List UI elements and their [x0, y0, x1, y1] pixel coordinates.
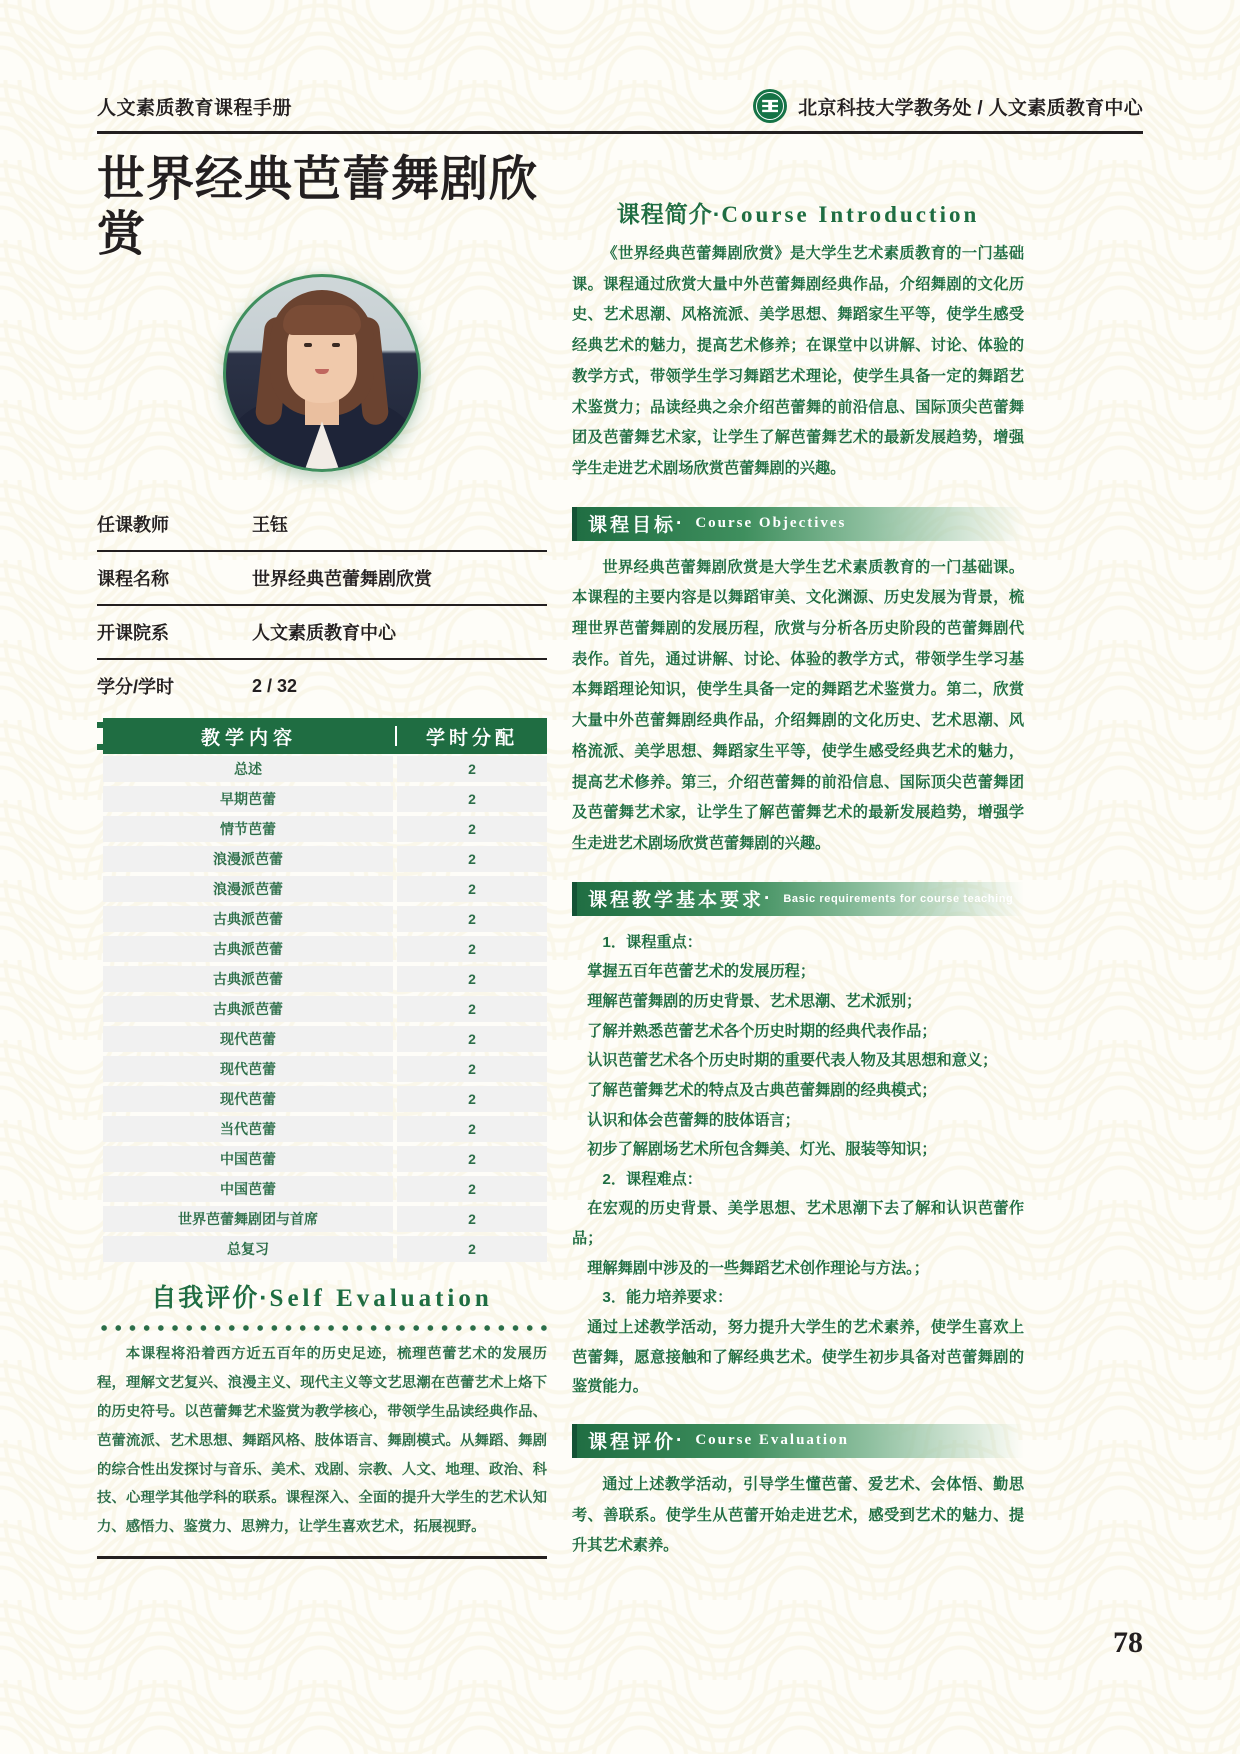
table-cell-content: 古典派芭蕾 [103, 966, 393, 992]
table-row [103, 934, 547, 964]
table-cell-content: 情节芭蕾 [103, 816, 393, 842]
self-evaluation-dotted-divider [97, 1324, 547, 1332]
table-cell-hours: 2 [397, 1206, 547, 1232]
table-row [103, 904, 547, 934]
table-row [103, 994, 547, 1024]
table-cell-content: 当代芭蕾 [103, 1116, 393, 1142]
info-row-teacher [97, 498, 547, 552]
table-body [97, 754, 547, 1264]
course-introduction-heading-sep: · [712, 201, 722, 227]
table-cell-content: 总复习 [103, 1236, 393, 1262]
header-manual-title: 人文素质教育课程手册 [97, 97, 293, 119]
requirement-line: 理解芭蕾舞剧的历史背景、艺术思潮、艺术派别； [587, 992, 922, 1010]
course-introduction-heading [572, 196, 1024, 229]
header-institution-label: 北京科技大学教务处 / 人文素质教育中心 [798, 97, 1143, 119]
table-row [103, 814, 547, 844]
table-cell-hours: 2 [397, 906, 547, 932]
table-row [103, 1054, 547, 1084]
table-cell-hours: 2 [397, 996, 547, 1022]
table-row [103, 784, 547, 814]
self-evaluation-heading-en: Self Evaluation [269, 1285, 493, 1313]
portrait-eye-right [332, 343, 340, 347]
info-label: 开课院系 [97, 623, 169, 644]
table-cell-hours: 2 [397, 1236, 547, 1262]
table-cell-hours: 2 [397, 936, 547, 962]
table-row [103, 874, 547, 904]
requirements-group2-lines [572, 1194, 1024, 1283]
table-cell-content: 古典派芭蕾 [103, 906, 393, 932]
info-label: 任课教师 [97, 515, 169, 536]
course-introduction-heading-cn: 课程简介 [616, 201, 713, 227]
requirement-line: 初步了解剧场艺术所包含舞美、灯光、服装等知识； [587, 1141, 937, 1159]
requirements-group1-title: 1．课程重点： [602, 933, 702, 951]
table-cell-hours: 2 [397, 1056, 547, 1082]
table-cell-content: 世界芭蕾舞剧团与首席 [103, 1206, 393, 1232]
table-cell-content: 早期芭蕾 [103, 786, 393, 812]
portrait-eye-left [304, 343, 312, 347]
course-evaluation-heading-cn: 课程评价 [588, 1432, 677, 1454]
header-institution [753, 89, 1143, 123]
table-cell-content: 现代芭蕾 [103, 1086, 393, 1112]
course-objectives-heading-cn: 课程目标 [588, 515, 677, 537]
info-row-credits-hours [97, 660, 547, 712]
table-cell-content: 浪漫派芭蕾 [103, 846, 393, 872]
requirements-group3-lines [572, 1313, 1024, 1402]
course-evaluation-body: 通过上述教学活动，引导学生懂芭蕾、爱艺术、会体悟、勤思考、善联系。使学生从芭蕾开始走进艺术，感受到艺术的魅力、提升其艺术素养。 [572, 1475, 1024, 1555]
self-evaluation-heading-sep: · [259, 1284, 270, 1313]
info-value: 王钰 [252, 515, 288, 536]
header-divider [97, 131, 1143, 134]
requirement-line: 理解舞剧中涉及的一些舞蹈艺术创作理论与方法。； [587, 1259, 929, 1277]
portrait-fringe [283, 305, 361, 335]
course-evaluation-heading-sep: · [676, 1429, 686, 1451]
info-label: 课程名称 [97, 569, 169, 590]
course-requirements-heading-en: Basic requirements for course teaching [783, 892, 1014, 905]
page-header [97, 80, 1143, 132]
table-row [103, 1114, 547, 1144]
table-cell-hours: 2 [397, 846, 547, 872]
table-row [103, 1234, 547, 1264]
right-column [572, 196, 1024, 1584]
table-cell-content: 浪漫派芭蕾 [103, 876, 393, 902]
course-evaluation-heading-en: Course Evaluation [695, 1432, 849, 1449]
course-requirements-body [572, 928, 1024, 1402]
table-cell-content: 古典派芭蕾 [103, 996, 393, 1022]
table-row [103, 1084, 547, 1114]
requirement-line: 认识芭蕾艺术各个历史时期的重要代表人物及其思想和意义； [587, 1052, 998, 1070]
table-cell-hours: 2 [397, 786, 547, 812]
course-introduction-body: 《世界经典芭蕾舞剧欣赏》是大学生艺术素质教育的一门基础课。课程通过欣赏大量中外芭蕾舞剧经典作品，介绍舞剧的文化历史、艺术思潮、风格流派、美学思想、舞蹈家生平等，使学生感受经典艺术的魅力，提高艺术修养；在课堂中以讲解、讨论、体验的教学方式，带领学生学习舞蹈艺术理论，使学生具备一定的舞蹈艺术鉴赏力；品读经典之余介绍芭蕾舞的前沿信息、国际顶尖芭蕾舞团及芭蕾舞艺术家，让学生了解芭蕾舞艺术的最新发展趋势，增强学生走进艺术剧场欣赏芭蕾舞剧的兴趣。 [572, 245, 1024, 477]
requirement-line: 掌握五百年芭蕾艺术的发展历程； [587, 963, 815, 981]
page-title: 世界经典芭蕾舞剧欣赏 [97, 151, 539, 263]
instructor-photo-wrapper [97, 274, 547, 472]
requirement-line: 认识和体会芭蕾舞的肢体语言； [587, 1111, 800, 1129]
table-row [103, 1144, 547, 1174]
table-cell-hours: 2 [397, 1176, 547, 1202]
course-info-list [97, 498, 547, 712]
table-cell-content: 中国芭蕾 [103, 1146, 393, 1172]
course-objectives-body: 世界经典芭蕾舞剧欣赏是大学生艺术素质教育的一门基础课。本课程的主要内容是以舞蹈审美、文化渊源、历史发展为背景，梳理世界芭蕾舞剧的发展历程，欣赏与分析各历史阶段的芭蕾舞剧代表作。首先，通过讲解、讨论、体验的教学方式，带领学生学习基本舞蹈理论知识，使学生具备一定的舞蹈艺术鉴赏力。第二，欣赏大量中外芭蕾舞剧经典作品，介绍舞剧的文化历史、艺术思潮、风格流派、美学思想、舞蹈家生平等，使学生感受经典艺术的魅力，提高艺术修养。第三，介绍芭蕾舞的前沿信息、国际顶尖芭蕾舞团及芭蕾舞艺术家，让学生了解芭蕾舞艺术的最新发展趋势，增强学生走进艺术剧场欣赏芭蕾舞剧的兴趣。 [572, 558, 1024, 852]
info-value: 人文素质教育中心 [252, 623, 396, 644]
info-label: 学分/学时 [97, 677, 175, 698]
course-objectives-heading-sep: · [676, 512, 686, 534]
table-row [103, 844, 547, 874]
table-cell-hours: 2 [397, 1116, 547, 1142]
table-cell-content: 现代芭蕾 [103, 1026, 393, 1052]
course-introduction-heading-en: Course Introduction [721, 202, 980, 227]
table-cell-hours: 2 [397, 876, 547, 902]
info-row-course-name [97, 552, 547, 606]
table-cell-hours: 2 [397, 966, 547, 992]
table-row [103, 1024, 547, 1054]
table-header-hours: 学时分配 [425, 727, 518, 749]
page-number: 78 [1113, 1626, 1143, 1659]
table-cell-content: 总述 [103, 756, 393, 782]
university-seal-icon [753, 89, 787, 123]
table-row [103, 1204, 547, 1234]
requirements-group1-lines [572, 957, 1024, 1164]
info-row-department [97, 606, 547, 660]
teaching-content-table [97, 718, 547, 1264]
left-column-bottom-divider [97, 1556, 547, 1559]
table-header-content: 教学内容 [200, 727, 297, 749]
course-objectives-heading-en: Course Objectives [695, 515, 847, 532]
table-header-row [103, 718, 547, 754]
course-requirements-heading-cn: 课程教学基本要求 [588, 890, 765, 912]
self-evaluation-body: 本课程将沿着西方近五百年的历史足迹，梳理芭蕾艺术的发展历程，理解文艺复兴、浪漫主义、现代主义等文艺思潮在芭蕾艺术上烙下的历史符号。以芭蕾舞艺术鉴赏为教学核心，带领学生品读经典作品、芭蕾流派、艺术思想、舞蹈风格、肢体语言、舞剧模式。从舞蹈、舞剧的综合性出发探讨与音乐、美术、戏剧、宗教、人文、地理、政治、科技、心理学其他学科的联系。课程深入、全面的提升大学生的艺术认知力、感悟力、鉴赏力、思辨力，让学生喜欢艺术，拓展视野。 [97, 1346, 547, 1536]
requirement-line: 了解芭蕾舞艺术的特点及古典芭蕾舞剧的经典模式； [587, 1081, 937, 1099]
course-requirements-ribbon [572, 882, 1024, 916]
instructor-portrait-avatar [223, 274, 421, 472]
self-evaluation-heading [97, 1278, 547, 1314]
table-cell-hours: 2 [397, 1146, 547, 1172]
requirement-line: 了解并熟悉芭蕾艺术各个历史时期的经典代表作品； [587, 1022, 937, 1040]
course-evaluation-ribbon [572, 1424, 1024, 1458]
left-column [97, 152, 547, 1559]
requirements-group3-title: 3．能力培养要求： [602, 1289, 733, 1307]
table-cell-content: 现代芭蕾 [103, 1056, 393, 1082]
table-cell-hours: 2 [397, 756, 547, 782]
requirement-line: 在宏观的历史背景、美学思想、艺术思潮下去了解和认识芭蕾作品； [572, 1200, 1024, 1248]
requirement-line: 通过上述教学活动，努力提升大学生的艺术素养，使学生喜欢上芭蕾舞，愿意接触和了解经典艺术。使学生初步具备对芭蕾舞剧的鉴赏能力。 [572, 1318, 1024, 1396]
table-row [103, 1174, 547, 1204]
info-value: 世界经典芭蕾舞剧欣赏 [252, 569, 432, 590]
table-cell-hours: 2 [397, 816, 547, 842]
course-requirements-heading-sep: · [764, 887, 774, 909]
self-evaluation-heading-cn: 自我评价 [151, 1284, 260, 1313]
course-objectives-ribbon [572, 507, 1024, 541]
table-cell-hours: 2 [397, 1086, 547, 1112]
requirements-group2-title: 2．课程难点： [602, 1170, 702, 1188]
table-row [103, 754, 547, 784]
table-cell-hours: 2 [397, 1026, 547, 1052]
table-cell-content: 古典派芭蕾 [103, 936, 393, 962]
table-row [103, 964, 547, 994]
table-cell-content: 中国芭蕾 [103, 1176, 393, 1202]
info-value: 2 / 32 [252, 675, 298, 696]
